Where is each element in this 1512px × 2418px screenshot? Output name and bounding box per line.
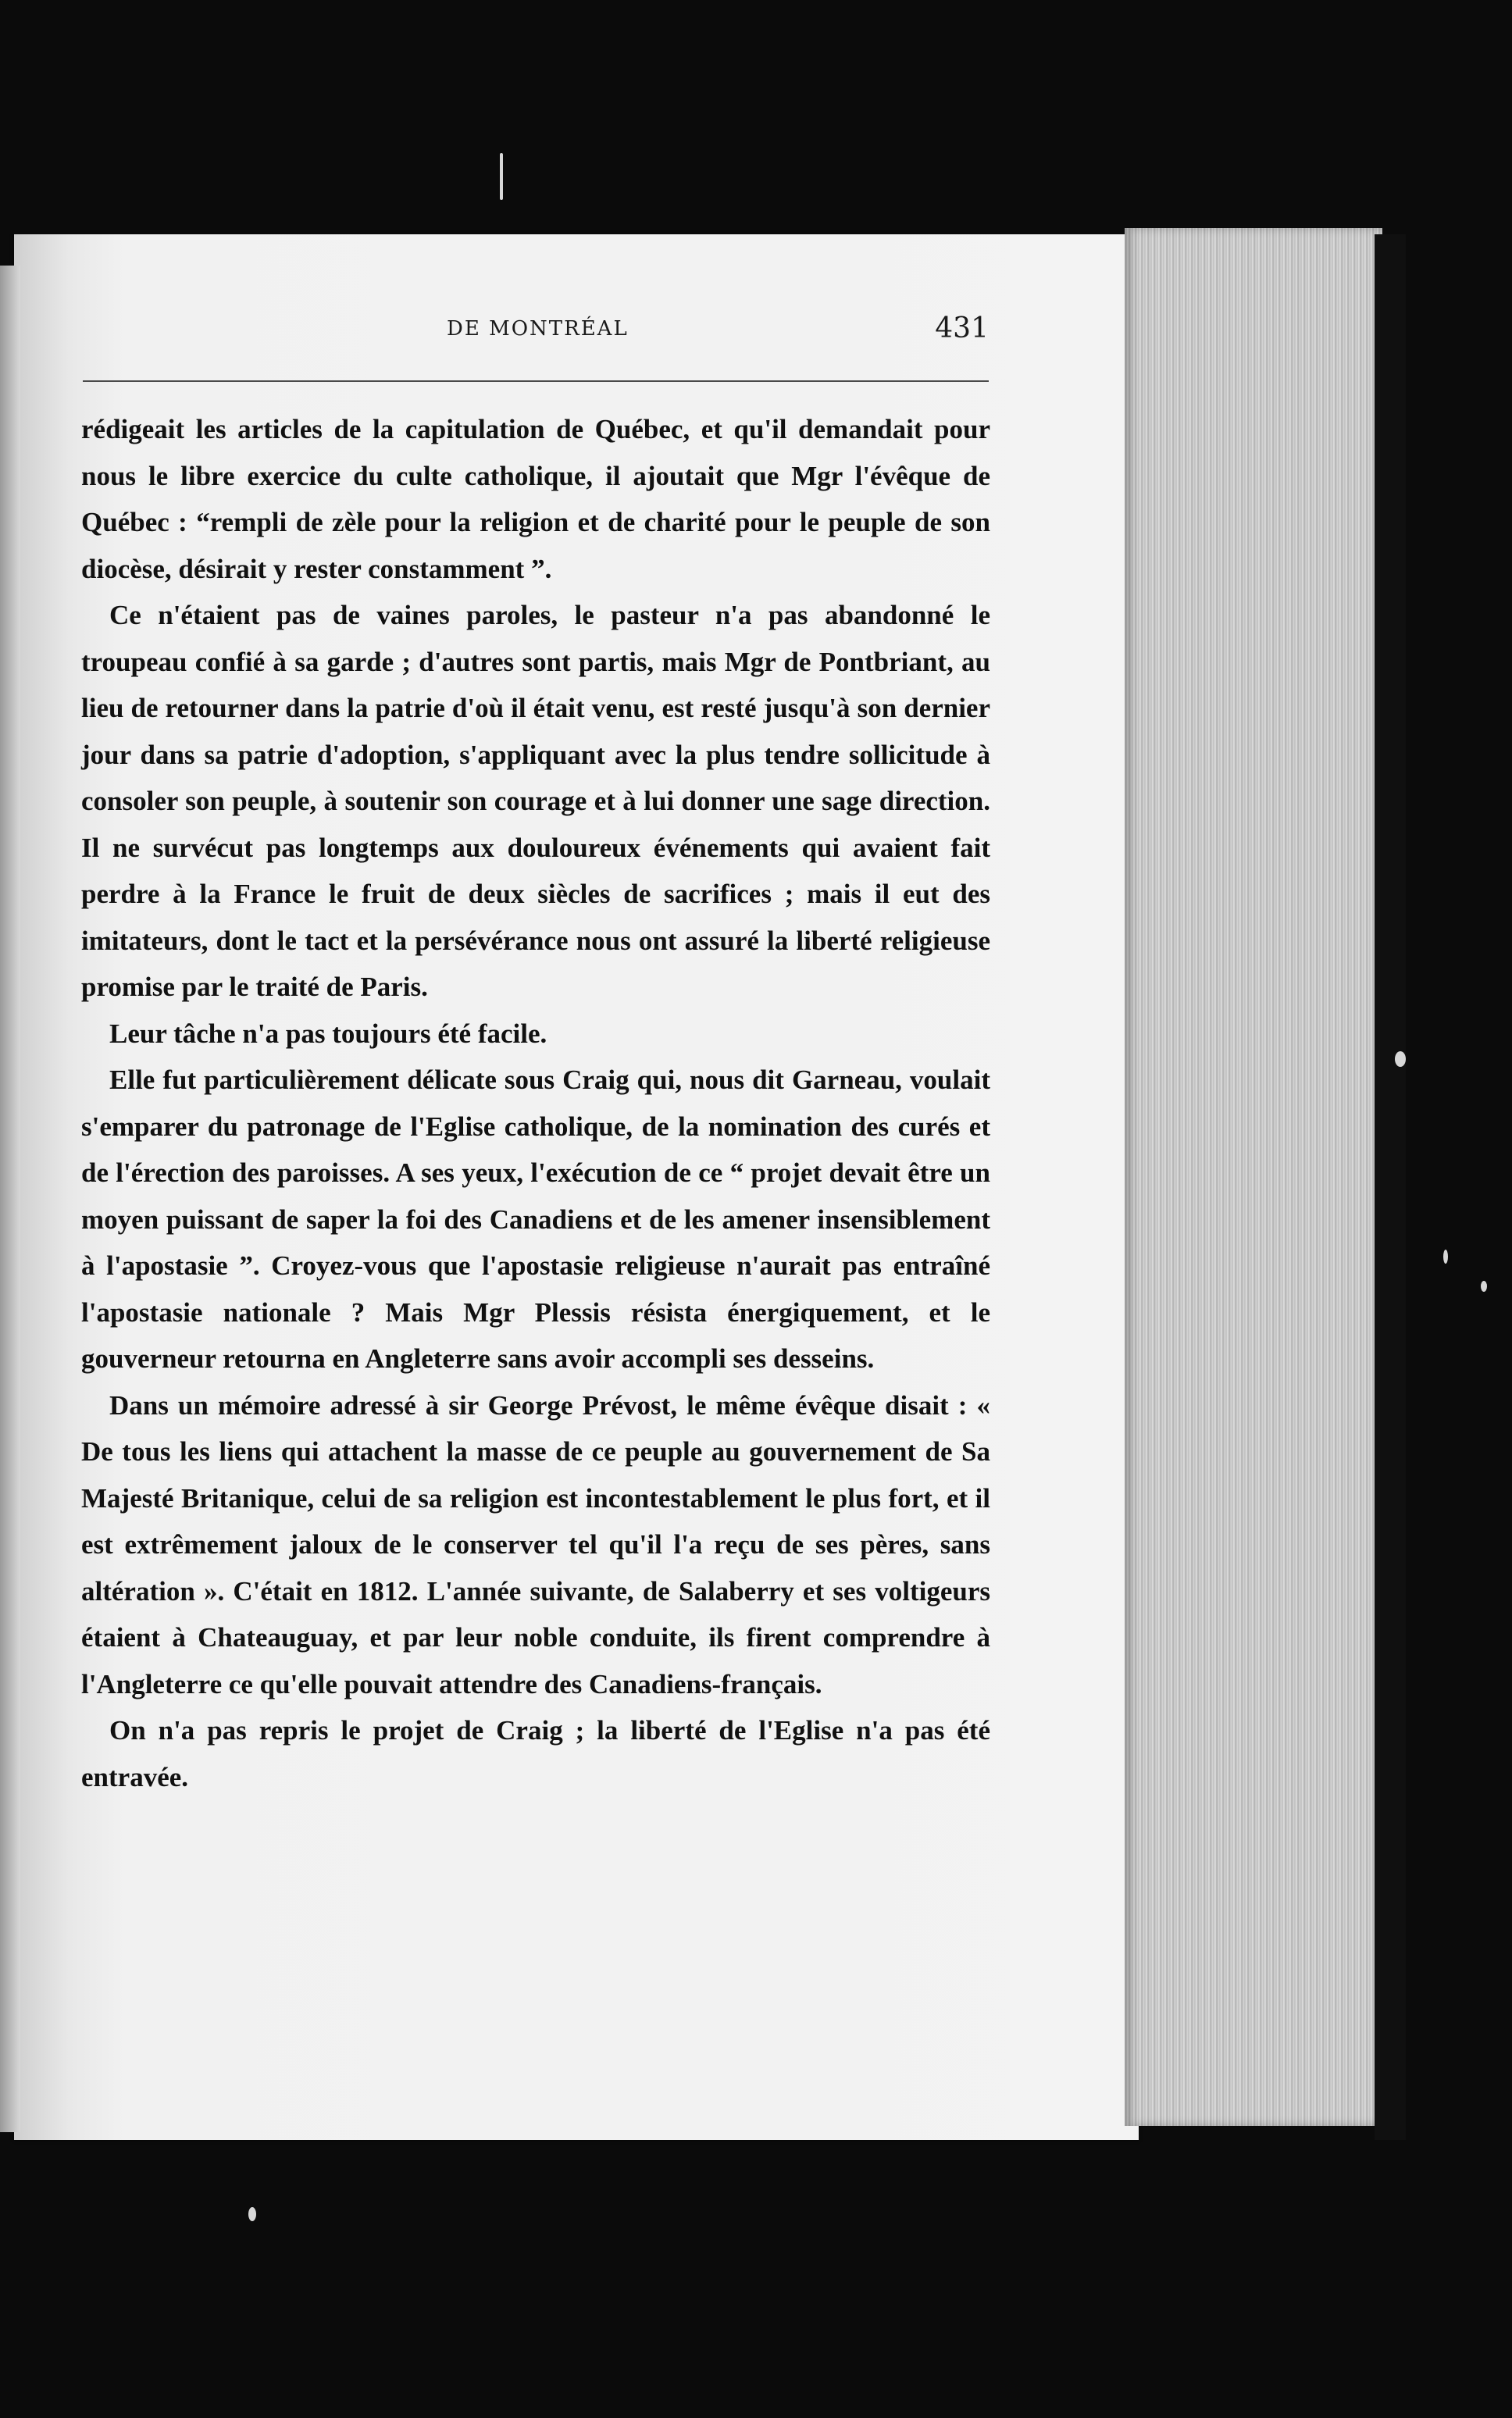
book-page-edges — [1125, 228, 1382, 2126]
paragraph: Dans un mémoire adressé à sir George Prévost, le même évêque disait : « De tous les liens qui attachent la masse de ce peuple au gouvernement de Sa Majesté Britanique, celui de sa religion est incontestablement le plus fort, et il est extrêmement jaloux de le conserver tel qu'il l'a reçu de ses pères, sans altération ». C'était en 1812. L'année suivante, de Salaberry et ses voltigeurs étaient à Chateauguay, et par leur noble conduite, ils firent comprendre à l'Angleterre ce qu'elle pouvait attendre des Canadiens-français. — [81, 1389, 990, 1699]
page-number: 431 — [935, 312, 989, 344]
scan-speck — [248, 2207, 256, 2221]
paragraph: On n'a pas repris le projet de Craig ; la liberté de l'Eglise n'a pas été entravée. — [81, 1715, 990, 1792]
scan-speck — [1481, 1281, 1487, 1292]
header-rule — [83, 380, 989, 382]
body-text — [81, 406, 990, 1800]
scan-speck — [1443, 1250, 1448, 1264]
book-cover-edge — [1375, 234, 1406, 2140]
paragraph: Elle fut particulièrement délicate sous Craig qui, nous dit Garneau, voulait s'emparer du patronage de l'Eglise catholique, de la nomination des curés et de l'érection des paroisses. A ses yeux, l'exécution de ce “ projet devait être un moyen puissant de saper la foi des Canadiens et de les amener insensiblement à l'apostasie ”. Croyez-vous que l'apostasie religieuse n'aurait pas entraîné l'apostasie nationale ? Mais Mgr Plessis résista énergiquement, et le gouverneur retourna en Angleterre sans avoir accompli ses desseins. — [81, 1065, 990, 1374]
page-header — [84, 312, 989, 364]
paragraph: rédigeait les articles de la capitulation de Québec, et qu'il demandait pour nous le libre exercice du culte catholique, il ajoutait que Mgr l'évêque de Québec : “rempli de zèle pour la religion et de charité pour le peuple de son diocèse, désirait y rester constamment ”. — [81, 414, 990, 584]
scan-speck — [500, 153, 503, 200]
paragraph: Leur tâche n'a pas toujours été facile. — [109, 1018, 547, 1049]
paragraph: Ce n'étaient pas de vaines paroles, le pasteur n'a pas abandonné le troupeau confié à sa garde ; d'autres sont partis, mais Mgr de Pontbriant, au lieu de retourner dans la patrie d'où il était venu, est resté jusqu'à son dernier jour dans sa patrie d'adoption, s'appliquant avec la plus tendre sollicitude à consoler son peuple, à soutenir son courage et à lui donner une sage direction. Il ne survécut pas longtemps aux douloureux événements qui avaient fait perdre à la France le fruit de deux siècles de sacrifices ; mais il eut des imitateurs, dont le tact et la persévérance nous ont assuré la liberté religieuse promise par le traité de Paris. — [81, 600, 990, 1002]
binding-shadow — [0, 266, 20, 2132]
scan-speck — [1395, 1051, 1406, 1067]
running-head: DE MONTRÉAL — [447, 317, 629, 341]
